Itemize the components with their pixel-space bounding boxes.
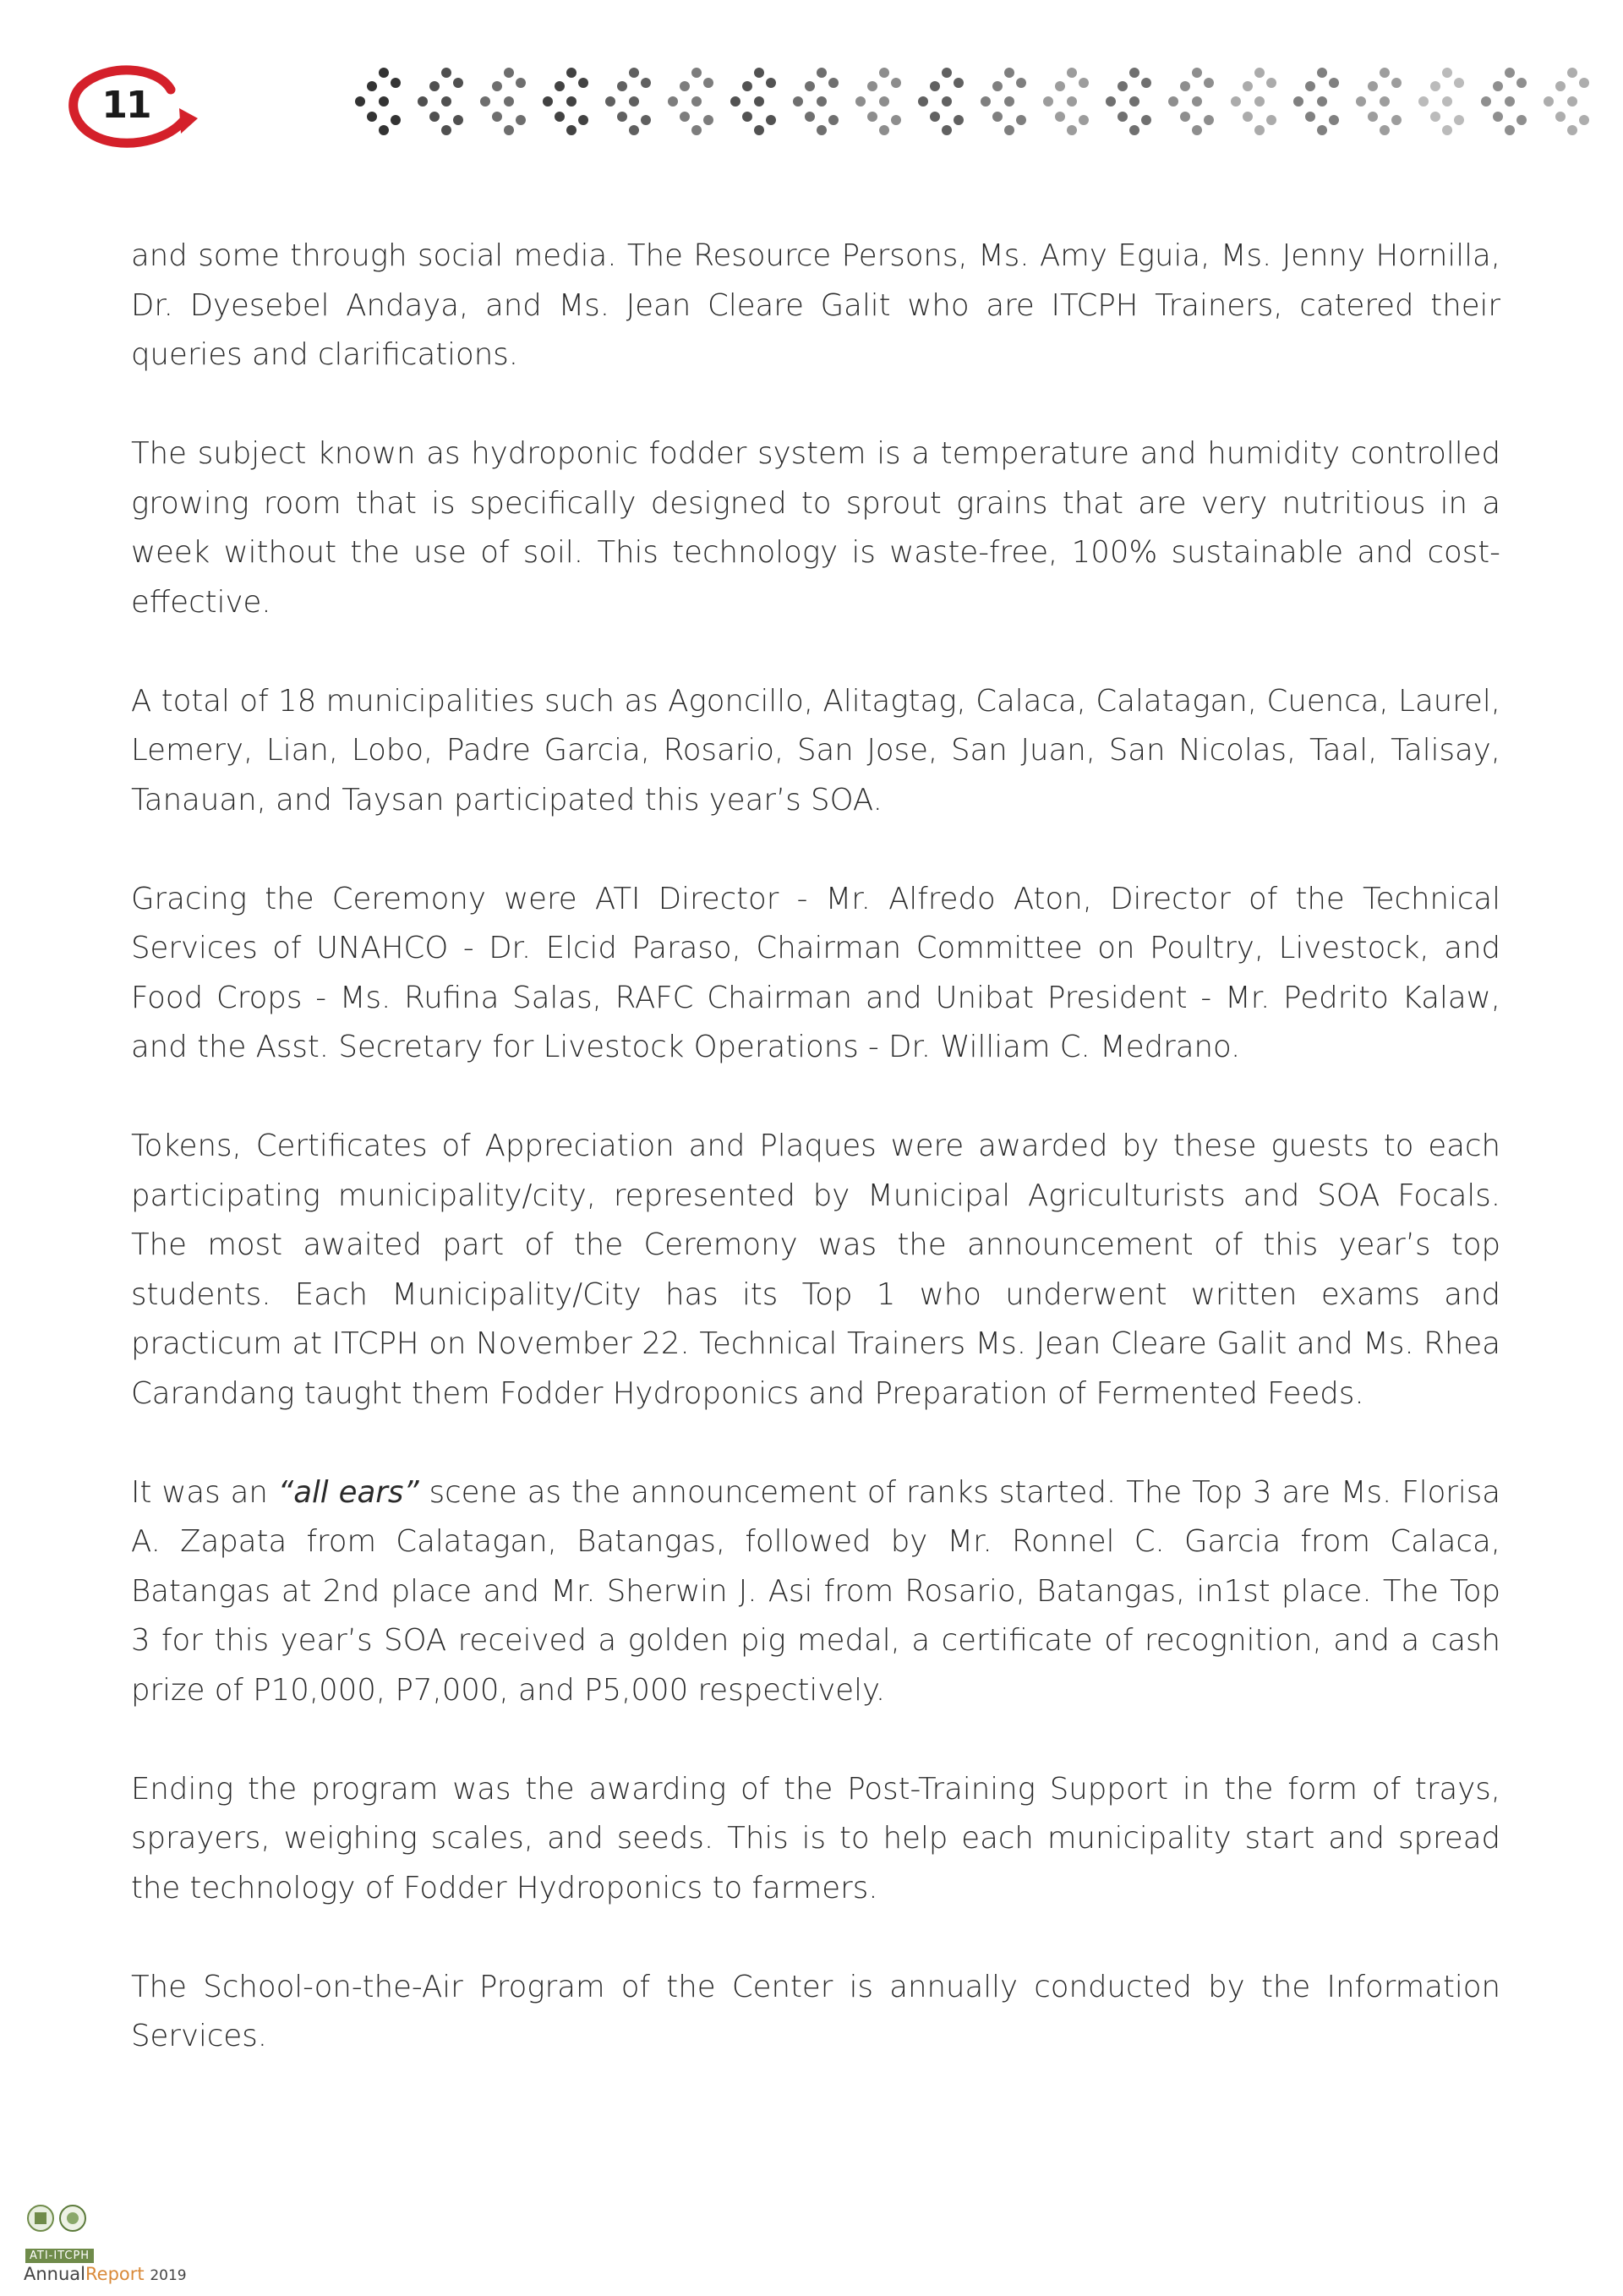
chevron-mark: [1544, 68, 1589, 135]
chevron-pattern: [338, 61, 1606, 142]
chevron-mark: [1481, 68, 1527, 135]
paragraph-2: The subject known as hydroponic fodder system is a temperature and humidity controlled growing room that is specifically designed to sprout grains that are very nutritious in a week without the use of soil. This technology is waste-free, 100% sustainable and cost-effective.: [131, 436, 1500, 620]
footer-report-year: 2019: [150, 2267, 187, 2284]
paragraph-6: [131, 1468, 1500, 1716]
footer-org-label: ATI-ITCPH: [25, 2249, 94, 2263]
agency-seals-icon: [25, 2201, 101, 2235]
footer-report-title: [24, 2264, 187, 2284]
page-number-badge: [63, 54, 206, 156]
paragraph-5: Tokens, Certificates of Appreciation and Plaques were awarded by these guests to each participating municipality/city, represented by Municipal Agriculturists and SOA Focals. The most awaited part of the Ceremony was the announcement of this year’s top students. Each Municipality/City has its Top 1 who underwent written exams and practicum at ITCPH on November 22. Technical Trainers Ms. Jean Cleare Galit and Ms. Rhea Carandang taught them Fodder Hydroponics and Preparation of Fermented Feeds.: [131, 1129, 1500, 1411]
paragraph-4: Gracing the Ceremony were ATI Director - Mr. Alfredo Aton, Director of the Technical Services of UNAHCO - Dr. Elcid Paraso, Chairman Committee on Poultry, Livestock, and Food Crops - Ms. Rufina Salas, RAFC Chairman and Unibat President - Mr. Pedrito Kalaw, and the Asst. Secretary for Livestock Operations - Dr. William C. Medrano.: [131, 881, 1500, 1064]
chevron-mark: [1043, 68, 1089, 135]
chevron-mark: [730, 68, 776, 135]
chevron-mark: [418, 68, 463, 135]
chevron-dots-decoration: [338, 61, 1606, 142]
chevron-mark: [668, 68, 713, 135]
chevron-mark: [355, 68, 401, 135]
chevron-mark: [1293, 68, 1339, 135]
paragraph-1: and some through social media. The Resource Persons, Ms. Amy Eguia, Ms. Jenny Hornilla, Dr. Dyesebel Andaya, and Ms. Jean Cleare Galit who are ITCPH Trainers, catered their queries and clarifications.: [131, 238, 1500, 372]
chevron-mark: [1106, 68, 1151, 135]
chevron-mark: [918, 68, 964, 135]
footer-report-accent: Report: [85, 2264, 145, 2284]
paragraph-8: The School-on-the-Air Program of the Center is annually conducted by the Information Services.: [131, 1969, 1500, 2053]
chevron-mark: [855, 68, 901, 135]
chevron-mark: [981, 68, 1026, 135]
chevron-mark: [1356, 68, 1402, 135]
paragraph-3: A total of 18 municipalities such as Agoncillo, Alitagtag, Calaca, Calatagan, Cuenca, Laurel, Lemery, Lian, Lobo, Padre Garcia, Rosario, San Jose, San Juan, San Nicolas, Taal, Talisay, Tanauan, and Taysan participated this year’s SOA.: [131, 683, 1500, 817]
footer-logo: [20, 2201, 206, 2286]
paragraph-6-rest: scene as the announcement of ranks started. The Top 3 are Ms. Florisa A. Zapata from Calatagan, Batangas, followed by Mr. Ronnel C. Garcia from Calaca, Batangas at 2nd place and Mr. Sherwin J. Asi from Rosario, Batangas, in1st place. The Top 3 for this year’s SOA received a golden pig medal, a certificate of recognition, and a cash prize of P10,000, P7,000, and P5,000 respectively.: [131, 1474, 1500, 1708]
footer-report-prefix: Annual: [24, 2264, 85, 2284]
paragraph-6-lead: It was an: [131, 1474, 278, 1510]
chevron-mark: [1168, 68, 1214, 135]
chevron-mark: [1231, 68, 1276, 135]
paragraph-6-emphasis: “all ears”: [277, 1474, 419, 1510]
chevron-mark: [793, 68, 839, 135]
chevron-mark: [480, 68, 526, 135]
chevron-mark: [1418, 68, 1464, 135]
paragraph-7: Ending the program was the awarding of the Post-Training Support in the form of trays, sprayers, weighing scales, and seeds. This is to help each municipality start and spread the technology of Fodder Hydroponics to farmers.: [131, 1771, 1500, 1905]
page-header: [0, 0, 1623, 178]
article-body: [131, 232, 1500, 2111]
page-number: 11: [101, 83, 150, 127]
chevron-mark: [605, 68, 651, 135]
chevron-mark: [543, 68, 588, 135]
footer-emblems: [25, 2201, 101, 2235]
